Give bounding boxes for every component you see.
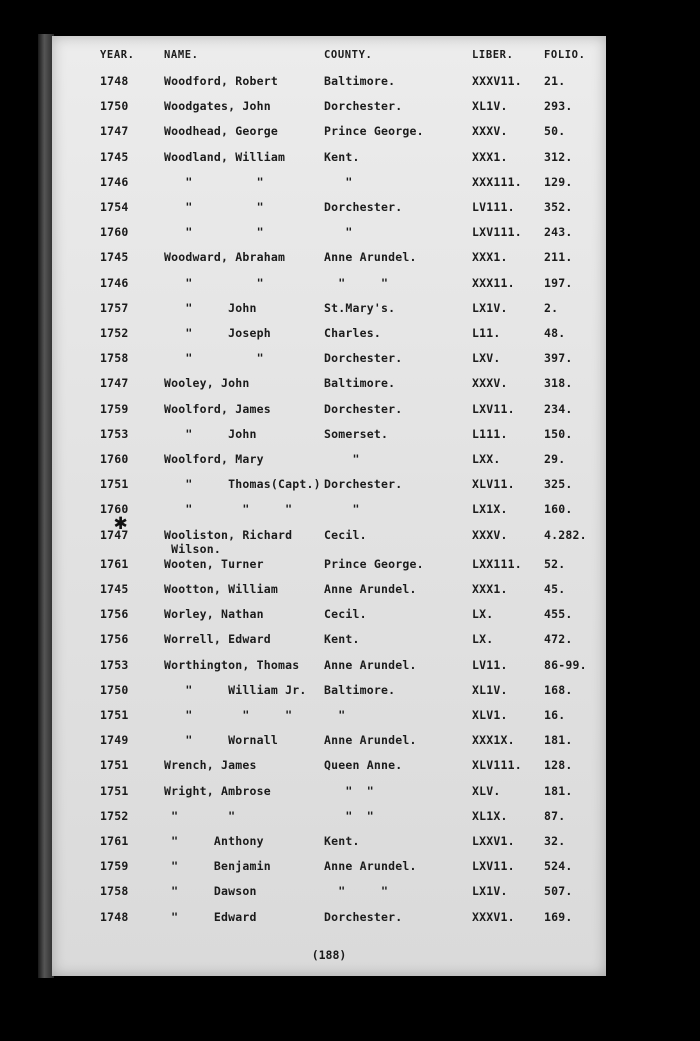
cell-folio: 293. (544, 99, 573, 114)
cell-year: 1747 (100, 527, 129, 542)
cell-county: Dorchester. (324, 351, 403, 366)
cell-liber: L11. (472, 326, 501, 340)
table-row (52, 326, 606, 346)
table-row (52, 658, 606, 678)
cell-folio: 2. (544, 300, 559, 315)
cell-county: Baltimore. (324, 376, 396, 391)
cell-name: " Wornall (164, 733, 278, 748)
cell-name: " Edward (164, 909, 257, 924)
table-row (52, 452, 606, 472)
cell-name: " John (164, 300, 257, 315)
cell-folio: 524. (544, 859, 573, 874)
cell-year: 1753 (100, 657, 129, 672)
table-row (52, 427, 606, 447)
cell-liber: LX. (472, 632, 494, 647)
index-page (52, 36, 606, 976)
table-row (52, 708, 606, 728)
cell-name: " " (164, 275, 264, 290)
cell-liber: XXX1X. (472, 733, 515, 748)
cell-name: " William Jr. (164, 682, 307, 697)
table-row (52, 582, 606, 602)
cell-liber: LXV111. (472, 225, 522, 240)
cell-name: Worrell, Edward (164, 632, 271, 647)
cell-year: 1761 (100, 834, 129, 848)
table-row (52, 733, 606, 753)
cell-year: 1750 (100, 682, 129, 697)
table-row (52, 809, 606, 829)
cell-liber: XXX1. (472, 582, 508, 596)
cell-liber: LXV11. (472, 859, 515, 874)
cell-folio: 4.282. (544, 527, 587, 542)
cell-name: " " (164, 351, 264, 366)
cell-county: Cecil. (324, 607, 367, 622)
cell-county: Dorchester. (324, 200, 403, 214)
cell-year: 1746 (100, 174, 129, 189)
cell-year: 1757 (100, 300, 129, 315)
cell-county: Anne Arundel. (324, 582, 417, 596)
cell-liber: XXX11. (472, 275, 515, 290)
table-row (52, 884, 606, 904)
cell-year: 1758 (100, 351, 129, 366)
cell-name: Worthington, Thomas (164, 657, 300, 672)
cell-folio: 168. (544, 682, 573, 697)
cell-folio: 181. (544, 733, 573, 748)
table-row (52, 859, 606, 879)
cell-year: 1748 (100, 74, 129, 88)
cell-county: Somerset. (324, 426, 389, 441)
cell-name: " Benjamin (164, 859, 271, 874)
cell-folio: 312. (544, 149, 573, 164)
cell-year: 1748 (100, 909, 129, 924)
cell-folio: 21. (544, 74, 566, 88)
table-row (52, 276, 606, 296)
cell-year: 1754 (100, 200, 129, 214)
cell-liber: XLV1. (472, 708, 508, 722)
cell-liber: XXX111. (472, 174, 522, 189)
cell-year: 1750 (100, 99, 129, 114)
cell-year: 1752 (100, 326, 129, 340)
header-row (52, 48, 606, 68)
cell-year: 1752 (100, 808, 129, 823)
cell-name: " " (164, 174, 264, 189)
cell-county: " (324, 225, 353, 240)
cell-year: 1746 (100, 275, 129, 290)
cell-name: " " (164, 808, 236, 823)
cell-year: 1747 (100, 124, 129, 139)
table-row (52, 351, 606, 371)
table-row (52, 175, 606, 195)
cell-folio: 32. (544, 834, 566, 848)
cell-name: " Anthony (164, 834, 264, 848)
cell-year: 1751 (100, 708, 129, 722)
cell-liber: LXXV1. (472, 834, 515, 848)
cell-county: Prince George. (324, 556, 424, 571)
cell-county: Dorchester. (324, 401, 403, 416)
cell-year: 1745 (100, 582, 129, 596)
cell-liber: LX1V. (472, 300, 508, 315)
cell-liber: XL1X. (472, 808, 508, 823)
cell-folio: 128. (544, 758, 573, 773)
cell-folio: 87. (544, 808, 566, 823)
header-year: YEAR. (100, 49, 135, 61)
cell-folio: 211. (544, 250, 573, 265)
cell-liber: XLV. (472, 783, 501, 798)
cell-county: " (324, 174, 353, 189)
cell-folio: 86-99. (544, 657, 587, 672)
cell-county: Anne Arundel. (324, 657, 417, 672)
cell-county: Kent. (324, 149, 360, 164)
cell-county: Queen Anne. (324, 758, 403, 773)
table-row (52, 477, 606, 497)
cell-liber: LX. (472, 607, 494, 622)
cell-liber: LX1X. (472, 502, 508, 517)
cell-county: " " (324, 275, 389, 290)
cell-name: Woodgates, John (164, 99, 271, 114)
cell-folio: 455. (544, 607, 573, 622)
cell-name: Wooliston, Richard Wilson. (164, 527, 293, 556)
cell-year: 1745 (100, 250, 129, 265)
header-name: NAME. (164, 49, 199, 61)
cell-county: Dorchester. (324, 477, 403, 492)
cell-folio: 52. (544, 556, 566, 571)
cell-folio: 507. (544, 884, 573, 899)
table-row (52, 150, 606, 170)
table-row (52, 402, 606, 422)
cell-name: Woodhead, George (164, 124, 278, 139)
cell-name: Wooley, John (164, 376, 250, 391)
cell-name: " " (164, 225, 264, 240)
cell-year: 1761 (100, 556, 129, 571)
cell-liber: XXXV. (472, 527, 508, 542)
table-row (52, 910, 606, 930)
cell-county: " (324, 708, 346, 722)
cell-folio: 160. (544, 502, 573, 517)
cell-name: " " (164, 200, 264, 214)
cell-year: 1751 (100, 758, 129, 773)
header-county: COUNTY. (324, 49, 373, 61)
cell-year: 1756 (100, 632, 129, 647)
cell-liber: XXXV. (472, 124, 508, 139)
cell-year: 1760 (100, 502, 129, 517)
cell-name: " Dawson (164, 884, 257, 899)
cell-name: " " " (164, 708, 293, 722)
cell-county: Cecil. (324, 527, 367, 542)
table-row (52, 527, 606, 556)
table-row (52, 834, 606, 854)
cell-year: 1759 (100, 401, 129, 416)
cell-liber: LXV. (472, 351, 501, 366)
table-row (52, 632, 606, 652)
cell-county: Kent. (324, 632, 360, 647)
cell-name: Woodward, Abraham (164, 250, 286, 265)
cell-county: Anne Arundel. (324, 859, 417, 874)
cell-folio: 29. (544, 452, 566, 466)
table-row (52, 502, 606, 522)
cell-county: " " (324, 884, 389, 899)
cell-liber: XXX1. (472, 149, 508, 164)
cell-liber: LV11. (472, 657, 508, 672)
cell-name: Wooten, Turner (164, 556, 264, 571)
table-row (52, 607, 606, 627)
cell-name: Woodford, Robert (164, 74, 278, 88)
page-number: (188) (311, 948, 347, 962)
table-row (52, 124, 606, 144)
table-row (52, 99, 606, 119)
table-row (52, 74, 606, 94)
table-row (52, 200, 606, 220)
cell-county: " (324, 502, 360, 517)
cell-folio: 234. (544, 401, 573, 416)
cell-folio: 325. (544, 477, 573, 492)
cell-year: 1758 (100, 884, 129, 899)
cell-liber: XLV11. (472, 477, 515, 492)
cell-folio: 318. (544, 376, 573, 391)
cell-liber: LXV11. (472, 401, 515, 416)
cell-folio: 181. (544, 783, 573, 798)
cell-year: 1751 (100, 783, 129, 798)
cell-liber: XXXV11. (472, 74, 522, 88)
cell-name: " John (164, 426, 257, 441)
cell-year: 1745 (100, 149, 129, 164)
table-row (52, 683, 606, 703)
table-row (52, 758, 606, 778)
cell-year: 1753 (100, 426, 129, 441)
cell-county: Anne Arundel. (324, 250, 417, 265)
cell-county: Baltimore. (324, 74, 396, 88)
cell-county: Prince George. (324, 124, 424, 139)
cell-folio: 45. (544, 582, 566, 596)
cell-county: Charles. (324, 326, 381, 340)
cell-name: Wright, Ambrose (164, 783, 271, 798)
header-folio: FOLIO. (544, 49, 586, 61)
cell-county: St.Mary's. (324, 300, 396, 315)
cell-name: Woodland, William (164, 149, 286, 164)
cell-year: 1759 (100, 859, 129, 874)
cell-liber: LXX111. (472, 556, 522, 571)
cell-liber: XXXV. (472, 376, 508, 391)
cell-county: Dorchester. (324, 99, 403, 114)
cell-folio: 243. (544, 225, 573, 240)
cell-year: 1749 (100, 733, 129, 748)
table-row (52, 557, 606, 577)
cell-liber: XL1V. (472, 682, 508, 697)
table-row (52, 784, 606, 804)
cell-name: Worley, Nathan (164, 607, 264, 622)
cell-folio: 16. (544, 708, 566, 722)
header-liber: LIBER. (472, 49, 514, 61)
cell-folio: 150. (544, 426, 573, 441)
cell-liber: XL1V. (472, 99, 508, 114)
cell-year: 1760 (100, 225, 129, 240)
cell-name: Woolford, Mary (164, 452, 264, 466)
cell-county: Kent. (324, 834, 360, 848)
table-row (52, 301, 606, 321)
cell-year: 1756 (100, 607, 129, 622)
cell-folio: 472. (544, 632, 573, 647)
cell-county: " " (324, 808, 374, 823)
table-row (52, 376, 606, 396)
cell-folio: 50. (544, 124, 566, 139)
cell-liber: LX1V. (472, 884, 508, 899)
table-row (52, 250, 606, 270)
cell-name: Wrench, James (164, 758, 257, 773)
asterisk-mark: ✱ (114, 510, 128, 535)
cell-folio: 197. (544, 275, 573, 290)
cell-county: " (324, 452, 360, 466)
cell-liber: LXX. (472, 452, 501, 466)
cell-folio: 48. (544, 326, 566, 340)
cell-liber: LV111. (472, 200, 515, 214)
cell-name: " Thomas(Capt.) (164, 477, 321, 492)
cell-year: 1747 (100, 376, 129, 391)
cell-liber: XXX1. (472, 250, 508, 265)
cell-liber: XLV111. (472, 758, 522, 773)
cell-liber: XXXV1. (472, 909, 515, 924)
cell-county: Baltimore. (324, 682, 396, 697)
cell-folio: 169. (544, 909, 573, 924)
cell-folio: 397. (544, 351, 573, 366)
cell-county: Dorchester. (324, 909, 403, 924)
cell-year: 1751 (100, 477, 129, 492)
cell-name: " Joseph (164, 326, 271, 340)
cell-name: Woolford, James (164, 401, 271, 416)
cell-name: " " " (164, 502, 293, 517)
cell-folio: 352. (544, 200, 573, 214)
cell-liber: L111. (472, 426, 508, 441)
cell-name: Wootton, William (164, 582, 278, 596)
cell-county: " " (324, 783, 374, 798)
table-row (52, 225, 606, 245)
cell-year: 1760 (100, 452, 129, 466)
cell-county: Anne Arundel. (324, 733, 417, 748)
cell-folio: 129. (544, 174, 573, 189)
